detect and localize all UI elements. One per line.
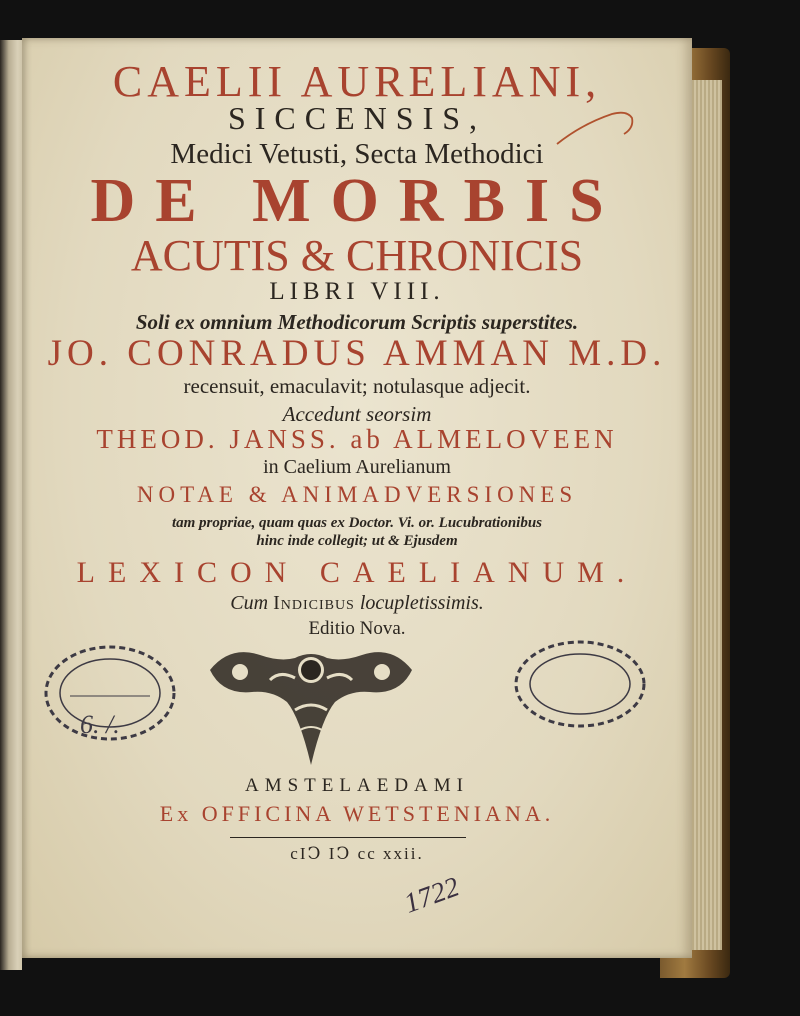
lexicon-line: LEXICON CAELIANUM. <box>76 556 638 589</box>
author-line: CAELII AURELIANI, <box>112 57 602 106</box>
accedunt-line: Accedunt seorsim <box>282 402 432 426</box>
indices-line <box>22 592 692 615</box>
imprint-press-name: OFFICINA WETSTENIANA. <box>201 801 555 826</box>
book-spine-edge <box>0 40 22 970</box>
page-block-edge <box>690 80 722 950</box>
commentator-scope: in Caelium Aurelianum <box>263 456 451 478</box>
printer-ornament <box>200 640 422 770</box>
descriptor-line: Medici Vetusti, Secta Methodici <box>170 138 544 170</box>
stamp-number: 6. /. <box>80 710 120 739</box>
handwritten-year: 1722 <box>400 871 464 920</box>
subtitle: ACUTIS & CHRONICIS <box>130 231 584 280</box>
survival-note: Soli ex omnium Methodicorum Scriptis superstites. <box>135 310 579 334</box>
commentator-line: THEOD. JANSS. ab ALMELOVEEN <box>96 424 618 454</box>
notes-title: NOTAE & ANIMADVERSIONES <box>136 482 578 507</box>
edition-line: Editio Nova. <box>308 618 406 639</box>
indices-adjective: locupletissimis. <box>359 592 484 614</box>
indices-word: Indicibus <box>273 592 355 614</box>
imprint-year: cIↃ IↃ cc xxii. <box>290 844 424 863</box>
origin-line: SICCENSIS, <box>227 100 487 136</box>
books-line: LIBRI VIII. <box>269 278 445 305</box>
imprint-press-ex: Ex <box>159 801 193 826</box>
imprint-press <box>22 801 692 827</box>
indices-cum: Cum <box>230 592 269 614</box>
title-page <box>22 38 692 958</box>
editor-action: recensuit, emaculavit; notulasque adjecit. <box>183 374 531 398</box>
imprint-rule <box>230 837 466 838</box>
imprint-city: AMSTELAEDAMI <box>245 775 469 796</box>
editor-line: JO. CONRADUS AMMAN M.D. <box>47 333 667 374</box>
library-stamp-right <box>510 634 650 734</box>
notes-description-1: tam propriae, quam quas ex Doctor. Vi. or. Lucubrationibus <box>171 515 543 531</box>
notes-description-2: hinc inde collegit; ut & Ejusdem <box>256 533 458 549</box>
main-title: DE MORBIS <box>90 167 624 235</box>
